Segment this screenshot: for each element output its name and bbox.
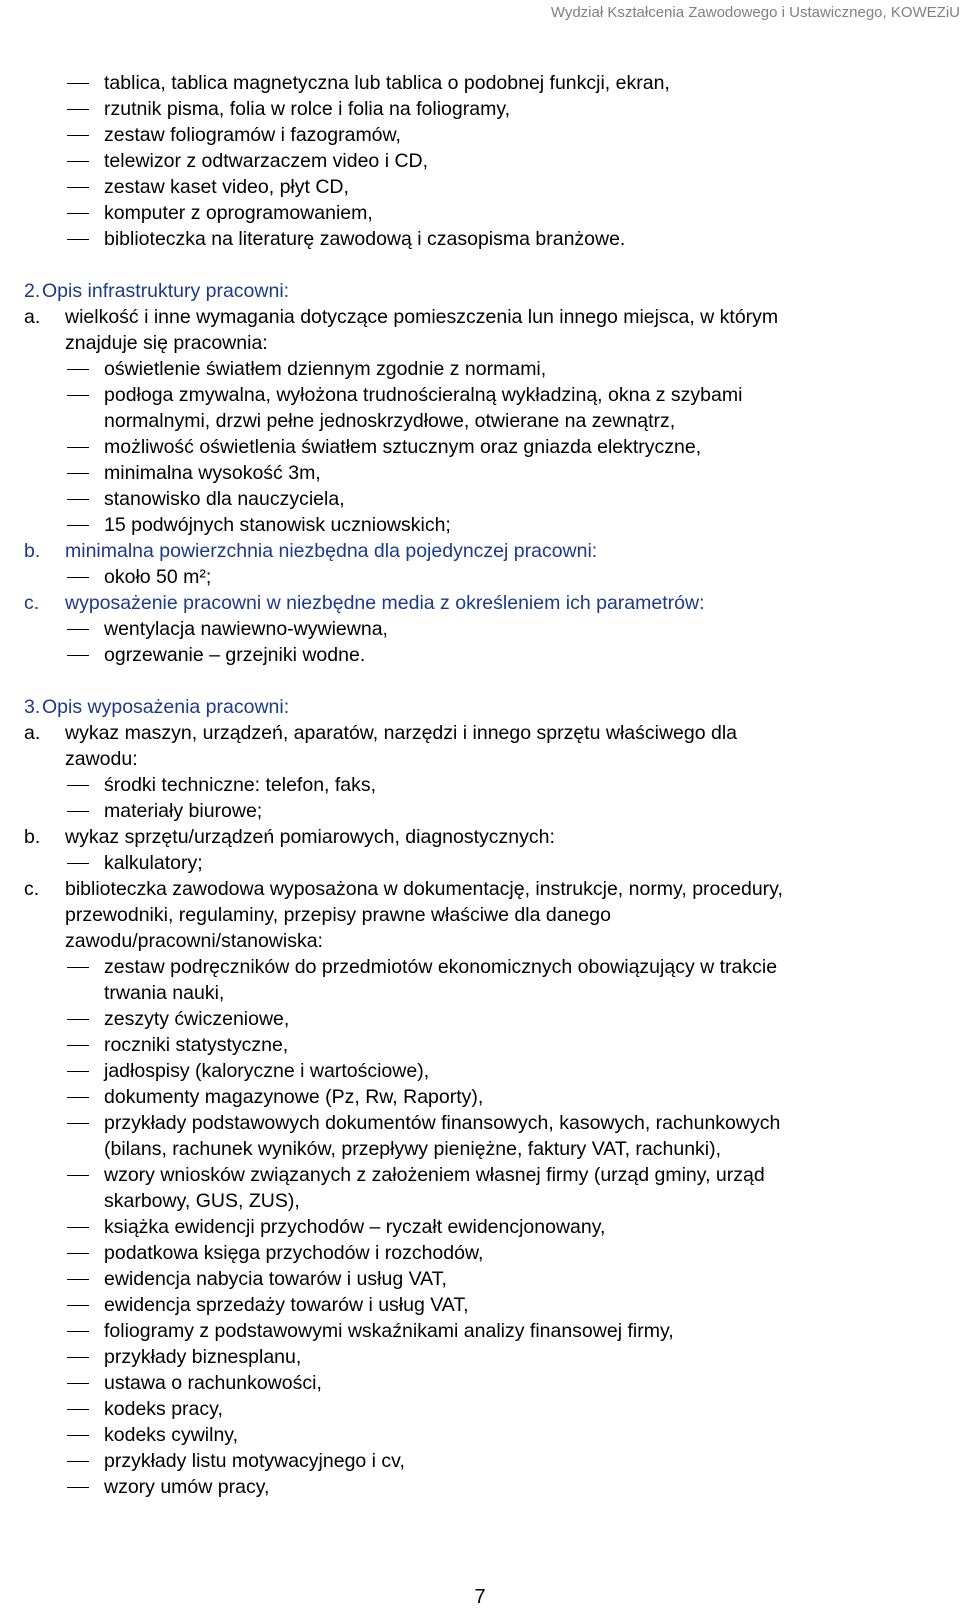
list-item: 15 podwójnych stanowisk uczniowskich; xyxy=(0,512,960,538)
list-item-continuation: (bilans, rachunek wyników, przepływy pieniężne, faktury VAT, rachunki), xyxy=(104,1138,722,1160)
list-item-continuation: skarbowy, GUS, ZUS), xyxy=(104,1190,300,1212)
list-item: zestaw kaset video, płyt CD, xyxy=(0,174,960,200)
subsection-line: zawodu/pracowni/stanowiska: xyxy=(65,930,323,952)
list-item: biblioteczka na literaturę zawodową i czasopisma branżowe. xyxy=(0,226,960,252)
subsection-line: c. biblioteczka zawodowa wyposażona w dokumentację, instrukcje, normy, procedury, xyxy=(24,878,783,900)
subsection-line: c. wyposażenie pracowni w niezbędne media z określeniem ich parametrów: xyxy=(24,592,705,614)
subsection-marker: b. xyxy=(24,540,41,562)
section-title: Opis infrastruktury pracowni: xyxy=(42,280,290,302)
list-item: przykłady biznesplanu, xyxy=(0,1344,960,1370)
list-item-continuation: normalnymi, drzwi pełne jednoskrzydłowe, otwierane na zewnątrz, xyxy=(104,410,676,432)
section-heading xyxy=(0,694,960,720)
list-item: przykłady podstawowych dokumentów finansowych, kasowych, rachunkowych xyxy=(0,1110,960,1136)
subsection-line: przewodniki, regulaminy, przepisy prawne właściwe dla danego xyxy=(65,904,611,926)
list-item: przykłady listu motywacyjnego i cv, xyxy=(0,1448,960,1474)
subsection-line: b. wykaz sprzętu/urządzeń pomiarowych, diagnostycznych: xyxy=(24,826,555,848)
document-body xyxy=(0,70,960,1500)
list-item: kodeks cywilny, xyxy=(0,1422,960,1448)
subsection-marker: a. xyxy=(24,306,41,328)
dash-bullet xyxy=(67,239,89,240)
list-item: minimalna wysokość 3m, xyxy=(0,460,960,486)
subsection-marker: c. xyxy=(24,878,40,900)
list-item: ustawa o rachunkowości, xyxy=(0,1370,960,1396)
list-item: roczniki statystyczne, xyxy=(0,1032,960,1058)
list-item: oświetlenie światłem dziennym zgodnie z normami, xyxy=(0,356,960,382)
list-item: książka ewidencji przychodów – ryczałt ewidencjonowany, xyxy=(0,1214,960,1240)
running-header: Wydział Kształcenia Zawodowego i Ustawicznego, KOWEZiU xyxy=(550,4,960,21)
dash-bullet xyxy=(67,135,89,136)
list-item: zeszyty ćwiczeniowe, xyxy=(0,1006,960,1032)
list-item-continuation: trwania nauki, xyxy=(104,982,225,1004)
list-item: zestaw podręczników do przedmiotów ekonomicznych obowiązujący w trakcie xyxy=(0,954,960,980)
list-item: ogrzewanie – grzejniki wodne. xyxy=(0,642,960,668)
dash-bullet xyxy=(67,83,89,84)
list-item: telewizor z odtwarzaczem video i CD, xyxy=(0,148,960,174)
list-item: podatkowa księga przychodów i rozchodów, xyxy=(0,1240,960,1266)
subsection-line: a. wykaz maszyn, urządzeń, aparatów, narzędzi i innego sprzętu właściwego dla xyxy=(24,722,738,744)
subsection-marker: c. xyxy=(24,592,40,614)
list-item: dokumenty magazynowe (Pz, Rw, Raporty), xyxy=(0,1084,960,1110)
subsection-marker: a. xyxy=(24,722,41,744)
subsection-line: znajduje się pracownia: xyxy=(65,332,268,354)
subsection-line: zawodu: xyxy=(65,748,138,770)
subsection-line: a. wielkość i inne wymagania dotyczące pomieszczenia lun innego miejsca, w którym xyxy=(24,306,779,328)
page-number: 7 xyxy=(474,1586,486,1608)
dash-bullet xyxy=(67,109,89,110)
dash-bullet xyxy=(67,161,89,162)
list-item: wentylacja nawiewno-wywiewna, xyxy=(0,616,960,642)
list-item: kalkulatory; xyxy=(0,850,960,876)
section-heading xyxy=(0,278,960,304)
list-item: ewidencja nabycia towarów i usług VAT, xyxy=(0,1266,960,1292)
list-item: jadłospisy (kaloryczne i wartościowe), xyxy=(0,1058,960,1084)
list-item: foliogramy z podstawowymi wskaźnikami analizy finansowej firmy, xyxy=(0,1318,960,1344)
section-title: Opis wyposażenia pracowni: xyxy=(42,696,290,718)
list-item: wzory wniosków związanych z założeniem własnej firmy (urząd gminy, urząd xyxy=(0,1162,960,1188)
list-item: stanowisko dla nauczyciela, xyxy=(0,486,960,512)
section-number: 2. xyxy=(24,280,41,302)
subsection-line: b. minimalna powierzchnia niezbędna dla pojedynczej pracowni: xyxy=(24,540,598,562)
list-item: tablica, tablica magnetyczna lub tablica o podobnej funkcji, ekran, xyxy=(0,70,960,96)
dash-bullet xyxy=(67,213,89,214)
list-item: kodeks pracy, xyxy=(0,1396,960,1422)
list-item: zestaw foliogramów i fazogramów, xyxy=(0,122,960,148)
list-item: ewidencja sprzedaży towarów i usług VAT, xyxy=(0,1292,960,1318)
subsection-marker: b. xyxy=(24,826,41,848)
section-number: 3. xyxy=(24,696,41,718)
list-item: podłoga zmywalna, wyłożona trudnościeralną wykładziną, okna z szybami xyxy=(0,382,960,408)
list-item: komputer z oprogramowaniem, xyxy=(0,200,960,226)
dash-bullet xyxy=(67,187,89,188)
list-item: rzutnik pisma, folia w rolce i folia na foliogramy, xyxy=(0,96,960,122)
list-item: około 50 m²; xyxy=(0,564,960,590)
list-item: środki techniczne: telefon, faks, xyxy=(0,772,960,798)
list-item: materiały biurowe; xyxy=(0,798,960,824)
list-item: możliwość oświetlenia światłem sztucznym oraz gniazda elektryczne, xyxy=(0,434,960,460)
list-item: wzory umów pracy, xyxy=(0,1474,960,1500)
